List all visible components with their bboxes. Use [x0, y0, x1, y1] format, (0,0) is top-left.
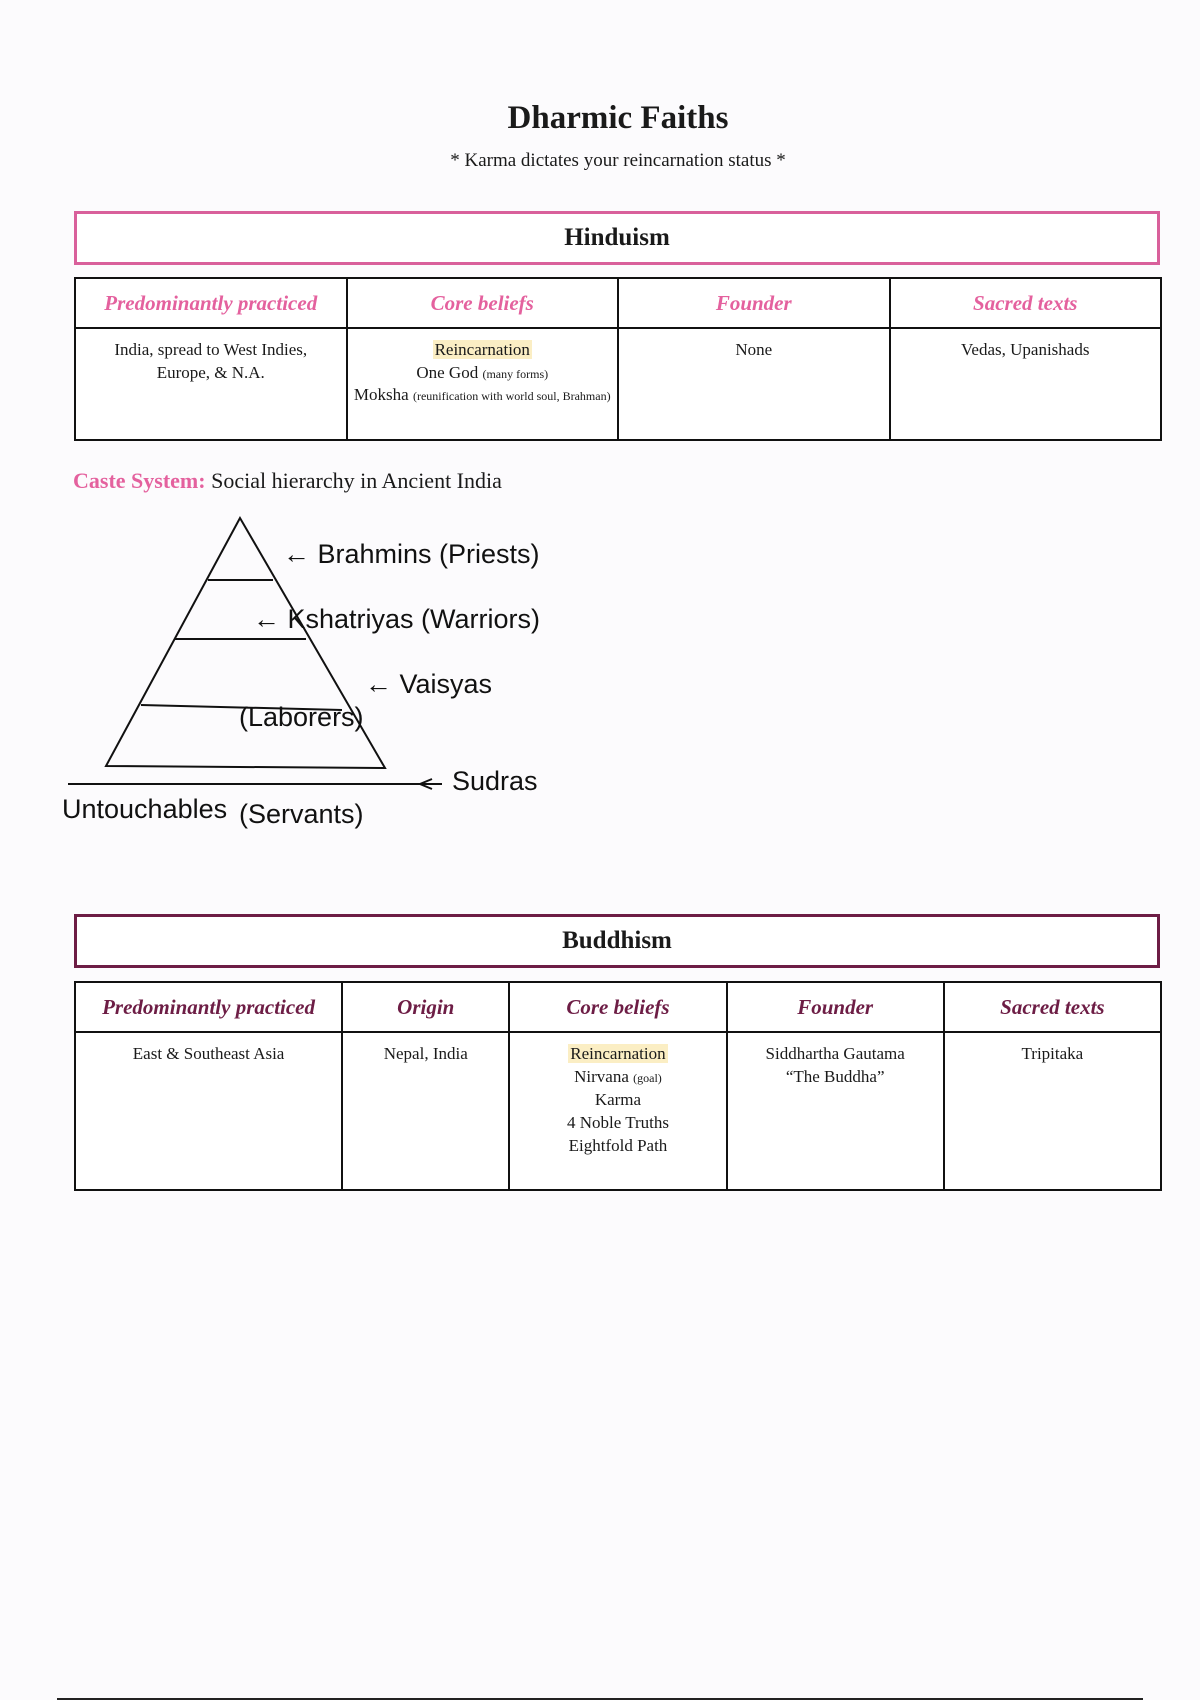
belief-one-god-note: (many forms) [482, 366, 549, 381]
practiced-line-1: India, spread to West Indies, [114, 340, 308, 359]
table-header-row [75, 982, 1161, 1032]
col-core-beliefs: Core beliefs [347, 278, 619, 328]
caste-sudras: Sudras [452, 766, 538, 796]
belief-moksha: Moksha [353, 384, 409, 404]
buddhism-header [74, 914, 1160, 968]
practiced-line-2: Europe, & N.A. [156, 362, 265, 382]
caste-untouchables: Untouchables [62, 794, 228, 824]
caste-kshatriyas: ← Kshatriyas (Warriors) [253, 604, 541, 634]
caste-vaisyas: ← Vaisyas [365, 669, 493, 699]
cell-founder [727, 1032, 944, 1190]
founder-title: “The Buddha” [785, 1066, 885, 1086]
cell-core-beliefs [509, 1032, 726, 1190]
caste-system-line [73, 468, 502, 494]
belief-moksha-note: (reunification with world soul, Brahman) [412, 388, 611, 403]
col-predominantly-practiced: Predominantly practiced [75, 278, 347, 328]
table-row [75, 328, 1161, 440]
cell-founder: None [618, 328, 890, 440]
caste-servants: (Servants) [239, 799, 364, 829]
belief-nirvana-note: (goal) [633, 1070, 662, 1085]
col-sacred-texts: Sacred texts [890, 278, 1162, 328]
cell-practiced [75, 328, 347, 440]
belief-noble-truths: 4 Noble Truths [566, 1112, 669, 1132]
col-sacred-texts: Sacred texts [944, 982, 1161, 1032]
caste-system-description: Social hierarchy in Ancient India [211, 468, 502, 493]
belief-eightfold-path: Eightfold Path [568, 1135, 668, 1155]
col-predominantly-practiced: Predominantly practiced [75, 982, 342, 1032]
table-header-row [75, 278, 1161, 328]
col-origin: Origin [342, 982, 509, 1032]
cell-origin: Nepal, India [342, 1032, 509, 1190]
hinduism-table [74, 277, 1162, 441]
buddhism-table [74, 981, 1162, 1191]
buddhism-header-label: Buddhism [562, 927, 672, 954]
caste-system-label: Caste System: [73, 468, 206, 493]
cell-sacred-texts: Tripitaka [944, 1032, 1161, 1190]
caste-laborers: (Laborers) [239, 702, 364, 732]
col-core-beliefs: Core beliefs [509, 982, 726, 1032]
hinduism-header-label: Hinduism [564, 224, 670, 251]
cell-core-beliefs [347, 328, 619, 440]
page-title: Dharmic Faiths [507, 100, 729, 136]
founder-name: Siddhartha Gautama [765, 1044, 905, 1063]
belief-reincarnation: Reincarnation [570, 1044, 666, 1063]
belief-karma: Karma [594, 1089, 642, 1109]
hinduism-header [74, 211, 1160, 265]
page-subtitle: * Karma dictates your reincarnation status * [450, 150, 786, 171]
cell-sacred-texts: Vedas, Upanishads [890, 328, 1162, 440]
col-founder: Founder [727, 982, 944, 1032]
caste-brahmins: ← Brahmins (Priests) [283, 539, 540, 569]
belief-reincarnation: Reincarnation [434, 340, 530, 359]
belief-nirvana: Nirvana [574, 1066, 629, 1086]
belief-one-god: One God [416, 362, 479, 382]
col-founder: Founder [618, 278, 890, 328]
table-row [75, 1032, 1161, 1190]
cell-practiced: East & Southeast Asia [75, 1032, 342, 1190]
